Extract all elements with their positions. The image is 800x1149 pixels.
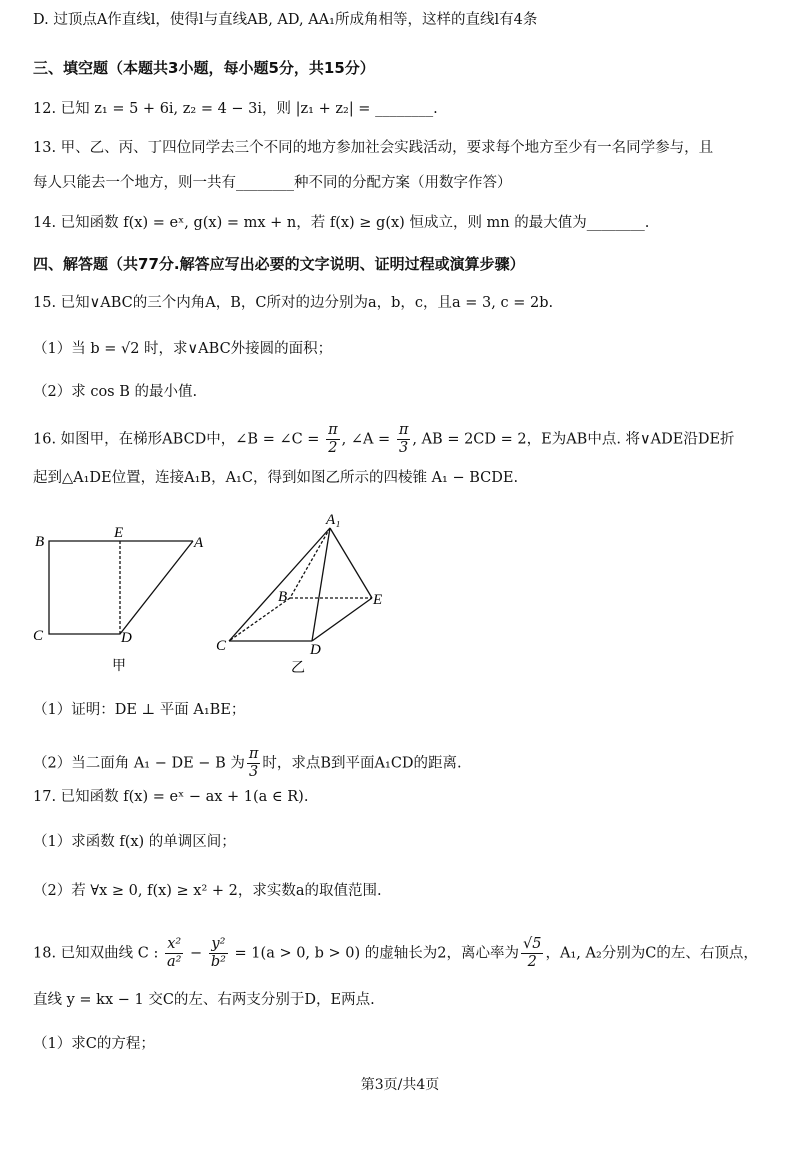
text: = 1(a > 0, b > 0) 的虚轴长为2，离心率为 [229, 945, 520, 962]
label-c: C [33, 628, 44, 644]
label-a1: A₁ [326, 512, 341, 528]
question-13-line1: 13. 甲、乙、丙、丁四位同学去三个不同的地方参加社会实践活动，要求每个地方至少有一名同学参与，且 [33, 140, 714, 156]
question-18-line1 [33, 936, 758, 971]
question-18-part1: （1）求C的方程； [33, 1036, 155, 1052]
denominator: 2 [328, 440, 338, 456]
numerator: √5 [523, 936, 542, 952]
section-fill-in-heading: 三、填空题（本题共3小题，每小题5分，共15分） [33, 59, 375, 77]
denominator: 3 [248, 764, 259, 780]
fraction-x2-a2 [165, 936, 183, 971]
trapezoid-outline [49, 541, 193, 634]
question-18-line2: 直线 y = kx − 1 交C的左、右两支分别于D，E两点. [33, 992, 375, 1008]
question-16-part2 [33, 746, 462, 781]
edge-de [312, 598, 372, 641]
label-e: E [373, 592, 383, 608]
question-17-part1: （1）求函数 f(x) 的单调区间； [33, 834, 236, 850]
denominator: 2 [527, 954, 537, 970]
label-b: B [278, 589, 288, 605]
caption-yi: 乙 [291, 660, 305, 676]
question-17: 17. 已知函数 f(x) = eˣ − ax + 1(a ∈ R). [33, 789, 309, 805]
text: − [185, 945, 207, 962]
page-footer: 第3页/共4页 [360, 1077, 440, 1093]
denominator: 3 [398, 440, 409, 456]
figure-trapezoid-and-pyramid [0, 500, 800, 690]
question-15-part2: （2）求 cos B 的最小值. [33, 384, 198, 400]
figure-yi [229, 528, 372, 641]
label-e: E [114, 525, 124, 541]
figure-jia [49, 541, 193, 634]
text: , ∠A = [341, 431, 395, 448]
fraction-y2-b2 [209, 936, 228, 971]
text: 18. 已知双曲线 C : [33, 945, 163, 962]
text: ，A₁, A₂分别为C的左、右顶点， [545, 945, 758, 962]
fraction-sqrt5-over-2 [521, 936, 543, 971]
numerator: π [328, 422, 338, 438]
question-16-part1: （1）证明：DE ⊥ 平面 A₁BE； [33, 702, 246, 718]
question-17-part2: （2）若 ∀x ≥ 0, f(x) ≥ x² + 2，求实数a的取值范围. [33, 883, 382, 899]
question-15: 15. 已知∨ABC的三个内角A，B，C所对的边分别为a，b，c，且a = 3, c = 2b. [33, 295, 554, 311]
label-c: C [216, 638, 227, 654]
label-a: A [194, 535, 204, 551]
question-12: 12. 已知 z₁ = 5 + 6i, z₂ = 4 − 3i，则 |z₁ + z₂| = ________. [33, 101, 438, 117]
edge-a1e [330, 528, 372, 598]
text: , AB = 2CD = 2，E为AB中点. 将∨ADE沿DE折 [412, 431, 735, 448]
section-answer-heading: 四、解答题（共77分.解答应写出必要的文字说明、证明过程或演算步骤） [33, 255, 525, 273]
question-16-line2: 起到△A₁DE位置，连接A₁B，A₁C，得到如图乙所示的四棱锥 A₁ − BCDE. [33, 470, 519, 486]
option-d: D. 过顶点A作直线l，使得l与直线AB, AD, AA₁所成角相等，这样的直线l有4条 [33, 12, 538, 28]
fraction-pi-over-3 [247, 746, 261, 781]
numerator: π [248, 746, 259, 762]
denominator: b² [210, 954, 226, 970]
label-d: D [310, 642, 321, 658]
numerator: π [398, 422, 409, 438]
denominator: a² [166, 954, 182, 970]
question-14: 14. 已知函数 f(x) = eˣ, g(x) = mx + n，若 f(x) ≥ g(x) 恒成立，则 mn 的最大值为________. [33, 215, 650, 231]
fraction-pi-over-2 [326, 422, 340, 457]
label-b: B [35, 534, 45, 550]
text: 16. 如图甲，在梯形ABCD中，∠B = ∠C = [33, 431, 325, 448]
fraction-pi-over-3 [397, 422, 411, 457]
caption-jia: 甲 [112, 658, 126, 674]
text: （2）当二面角 A₁ − DE − B 为 [33, 755, 245, 772]
label-d: D [121, 630, 132, 646]
text: 时，求点B到平面A₁CD的距离. [262, 755, 462, 772]
question-16-line1 [33, 422, 735, 457]
numerator: x² [165, 936, 183, 954]
numerator: y² [209, 936, 228, 954]
question-15-part1: （1）当 b = √2 时，求∨ABC外接圆的面积； [33, 341, 333, 357]
question-13-line2: 每人只能去一个地方，则一共有________种不同的分配方案（用数字作答） [33, 175, 512, 191]
